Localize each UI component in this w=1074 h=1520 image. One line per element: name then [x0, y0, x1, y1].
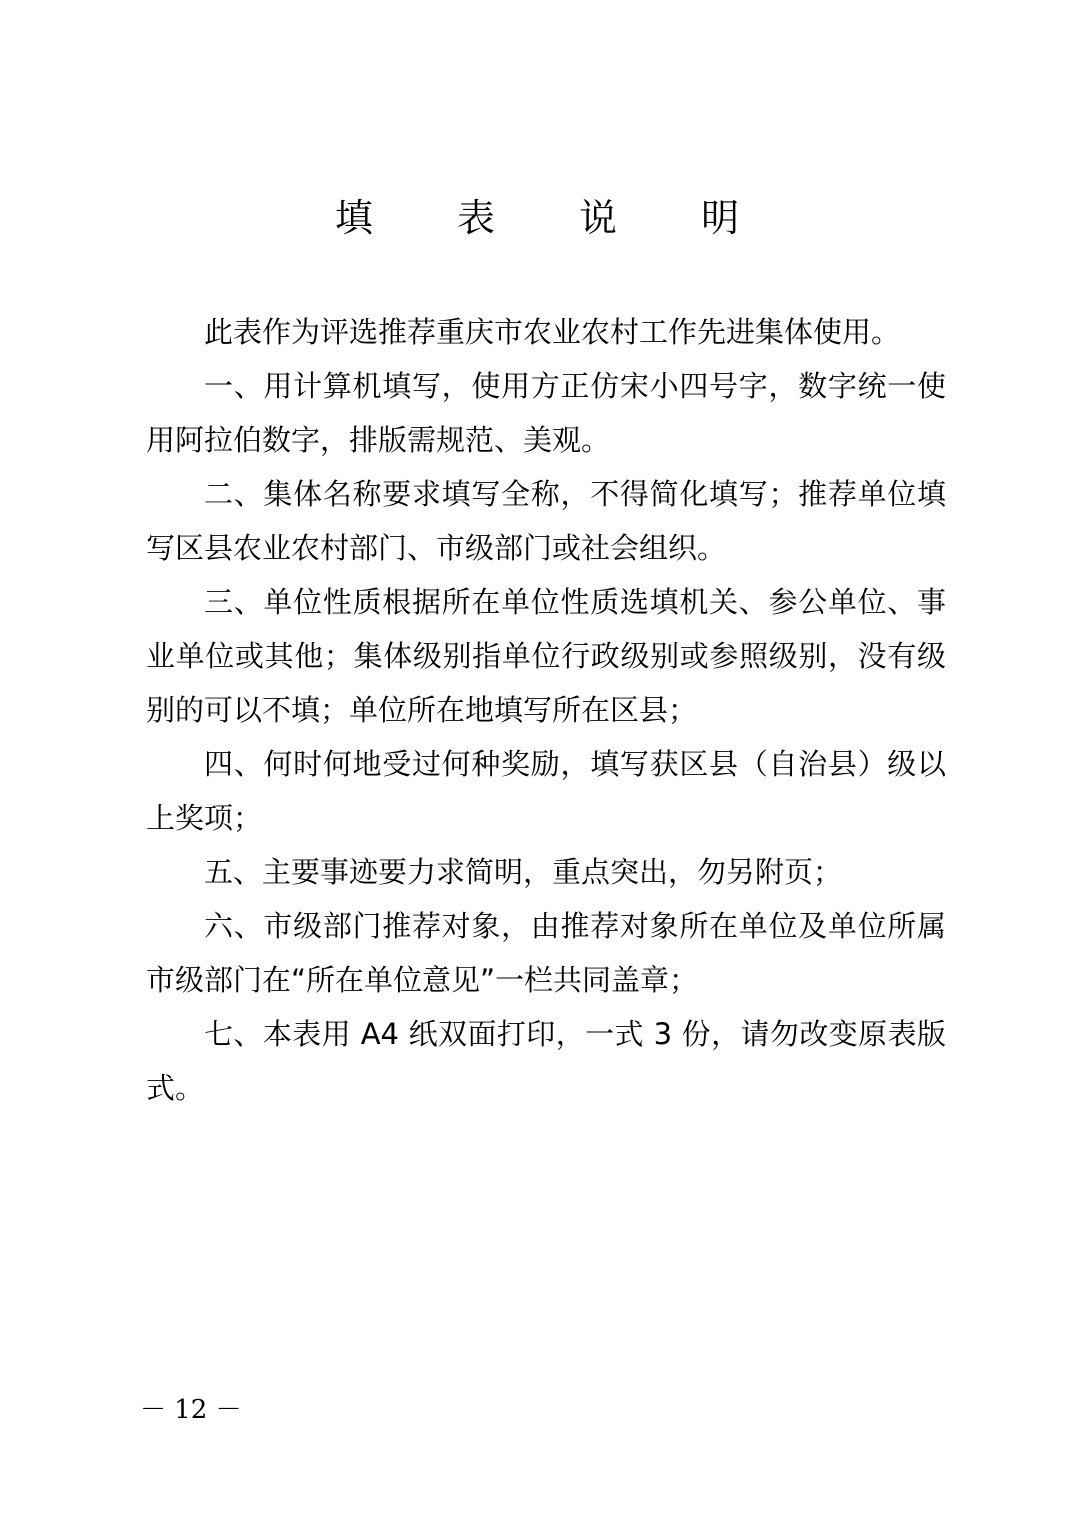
instruction-item-6: 六、市级部门推荐对象，由推荐对象所在单位及单位所属市级部门在“所在单位意见”一栏共同盖章；	[146, 909, 946, 997]
intro-paragraph: 此表作为评选推荐重庆市农业农村工作先进集体使用。	[204, 315, 901, 349]
instruction-item-4: 四、何时何地受过何种奖励，填写获区县（自治县）级以上奖项；	[146, 747, 946, 835]
document-title: 填 表 说 明	[334, 196, 776, 240]
instruction-item-2: 二、集体名称要求填写全称，不得简化填写；推荐单位填写区县农业农村部门、市级部门或社会组织。	[146, 477, 946, 565]
instruction-item-7: 七、本表用 A4 纸双面打印，一式 3 份，请勿改变原表版式。	[146, 1017, 946, 1105]
page-number: － 12 －	[140, 1395, 242, 1425]
instruction-item-5: 五、主要事迹要力求简明，重点突出，勿另附页；	[204, 855, 843, 889]
instruction-item-1: 一、用计算机填写，使用方正仿宋小四号字，数字统一使用阿拉伯数字，排版需规范、美观。	[146, 369, 946, 457]
instruction-item-3: 三、单位性质根据所在单位性质选填机关、参公单位、事业单位或其他；集体级别指单位行政级别或参照级别，没有级别的可以不填；单位所在地填写所在区县；	[146, 585, 946, 727]
instructions-body	[146, 305, 946, 1115]
